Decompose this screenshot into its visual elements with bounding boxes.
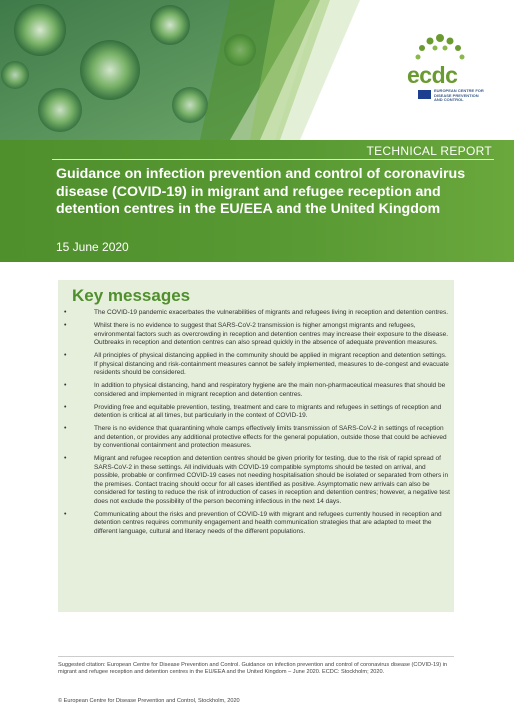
list-item <box>64 455 450 505</box>
key-messages-list <box>64 309 450 541</box>
eu-flag-icon <box>418 90 431 99</box>
key-messages-box <box>58 280 454 612</box>
list-item <box>64 425 450 450</box>
bullet-icon: • <box>64 352 67 360</box>
list-item <box>64 352 450 377</box>
key-message-text: Providing free and equitable prevention, testing, treatment and care to migrants and refugees in settings of reception and detention is critical at all times, but particularly in the context of COVID-19. <box>94 403 442 420</box>
bullet-icon: • <box>64 425 67 433</box>
key-message-text: There is no evidence that quarantining whole camps effectively limits transmission of SARS-CoV-2 in settings of reception and detention, or provides any additional protective effects for the general population, outside those that could be achieved by conventional containment and protection measures. <box>94 425 447 450</box>
bullet-icon: • <box>64 322 67 330</box>
list-item <box>64 511 450 536</box>
report-title: Guidance on infection prevention and control of coronavirus disease (COVID-19) in migrant and refugee reception and detention centres in the EU/EEA and the United Kingdom <box>56 166 466 217</box>
key-message-text: All principles of physical distancing applied in the community should be applied in migrant reception and detention settings. If physical distancing and risk-containment measures cannot be safely implemented, measures to de-congest and evacuate residents should be considered. <box>94 352 449 377</box>
report-date: 15 June 2020 <box>56 240 129 254</box>
bullet-icon: • <box>64 403 67 411</box>
org-name: EUROPEAN CENTRE FOR DISEASE PREVENTION AND CONTROL <box>434 88 484 102</box>
bullet-icon: • <box>64 510 67 518</box>
key-message-text: Migrant and refugee reception and detention centres should be given priority for testing, due to the risk of rapid spread of SARS-CoV-2 in these settings. All individuals with COVID-19 compatible symptoms should be tested on arrival, and possible, probable or confirmed COVID-19 cases not needing hospitalisation should be isolated or separated from others in the premises. Contact tracing should occur for all cases identified as positive. Asymptomatic new arrivals can also be considered for testing to reduce the risk of introduction of cases in reception and detention centres; however, a negative test does not exclude the possibility of the person becoming infectious in the next 14 days. <box>94 455 450 505</box>
title-band <box>0 140 514 262</box>
key-message-text: Communicating about the risks and prevention of COVID-19 with migrant and refugees currently housed in reception and detention centres requires community engagement and health communication strategies that are adapted to meet the different language, cultural and literacy needs of the different populations. <box>94 510 442 535</box>
report-divider <box>52 159 494 160</box>
suggested-citation: Suggested citation: European Centre for Disease Prevention and Control. Guidance on infection prevention and control of coronavirus disease (COVID-19) in migrant and refugee reception and detention centres in the EU/EEA and the United Kingdom – June 2020. ECDC: Stockholm; 2020. <box>58 662 447 676</box>
key-messages-heading: Key messages <box>72 286 191 305</box>
key-message-text: The COVID-19 pandemic exacerbates the vulnerabilities of migrants and refugees living in reception and detention centres. <box>94 309 449 316</box>
ecdc-logo-text: ecdc <box>407 62 458 88</box>
cover-header <box>0 0 514 140</box>
key-message-text: Whilst there is no evidence to suggest that SARS-CoV-2 transmission is higher amongst migrants and refugees, environmental factors such as overcrowding in reception and detention centres may increase their exposure to the disease. Outbreaks in reception and detention centres can also spread quickly in the absence of adequate prevention measures. <box>94 322 449 347</box>
bullet-icon: • <box>64 382 67 390</box>
list-item <box>64 382 450 399</box>
report-type: TECHNICAL REPORT <box>366 144 492 158</box>
bullet-icon: • <box>64 455 67 463</box>
bullet-icon: • <box>64 309 67 316</box>
copyright: © European Centre for Disease Prevention and Control, Stockholm, 2020 <box>58 698 240 704</box>
key-message-text: In addition to physical distancing, hand and respiratory hygiene are the main non-pharmaceutical measures that should be considered and implemented in migrant reception and detention centres. <box>94 382 446 398</box>
footer-divider <box>58 656 454 657</box>
list-item <box>64 322 450 347</box>
list-item <box>64 309 450 317</box>
list-item <box>64 404 450 421</box>
